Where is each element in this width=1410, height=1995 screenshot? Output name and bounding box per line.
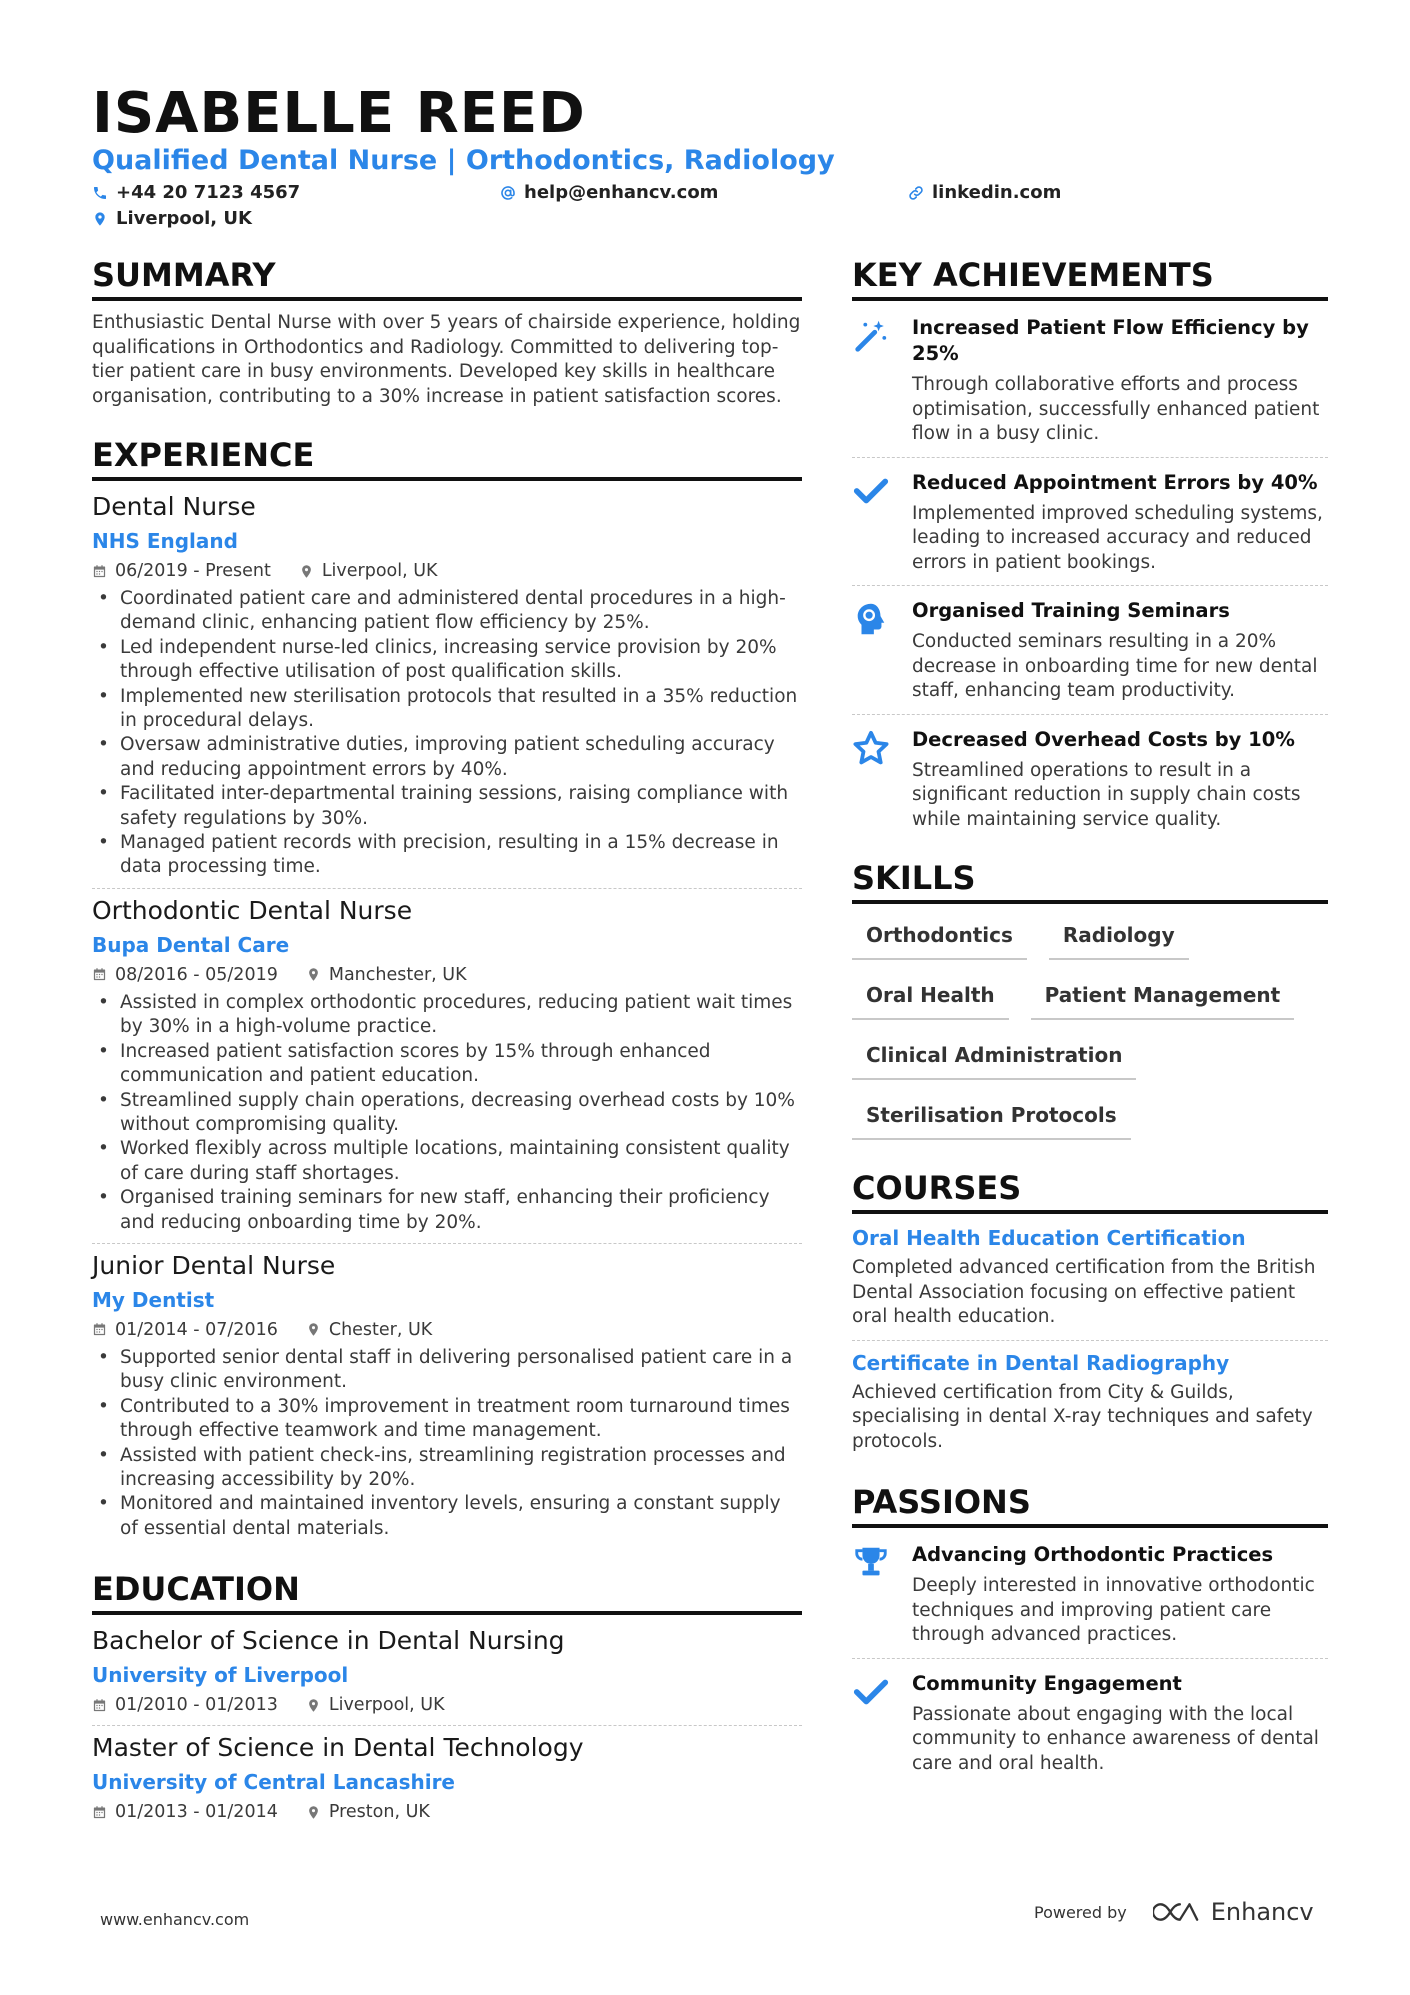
job-dates: 01/2014 - 07/2016 bbox=[92, 1318, 278, 1342]
contact-location bbox=[92, 207, 252, 231]
job-title: Orthodontic Dental Nurse bbox=[92, 895, 413, 925]
course-text: Completed advanced certification from the British Dental Association focusing on effective patient oral health education. bbox=[852, 1257, 1316, 1327]
phone-text: +44 20 7123 4567 bbox=[116, 182, 301, 203]
course-item bbox=[852, 1224, 1328, 1330]
location-pin-icon bbox=[299, 564, 314, 579]
list-item: • Worked flexibly across multiple locations, maintaining consistent quality of care during staff shortages. bbox=[92, 1137, 802, 1186]
company-name: Bupa Dental Care bbox=[92, 932, 290, 957]
list-item: • Supported senior dental staff in delivering personalised patient care in a busy clinic environment. bbox=[92, 1346, 802, 1395]
achievement-item bbox=[852, 466, 1328, 576]
achievement-text: Through collaborative efforts and process optimisation, successfully enhanced patient flow in a busy clinic. bbox=[912, 374, 1320, 444]
education-location: Liverpool, UK bbox=[306, 1693, 445, 1717]
education-entry bbox=[92, 1625, 802, 1717]
skill-tag: Orthodontics bbox=[852, 914, 1027, 960]
job-bullets bbox=[92, 991, 802, 1235]
job-title: Junior Dental Nurse bbox=[92, 1250, 336, 1280]
education-dates: 01/2010 - 01/2013 bbox=[92, 1693, 278, 1717]
passions-section bbox=[852, 1482, 1328, 1776]
course-item bbox=[852, 1349, 1328, 1455]
course-text: Achieved certification from City & Guilds, specialising in dental X-ray techniques and safety protocols. bbox=[852, 1381, 1313, 1452]
skills-list bbox=[852, 914, 1328, 1154]
education-heading: EDUCATION bbox=[92, 1569, 802, 1615]
skill-tag: Sterilisation Protocols bbox=[852, 1094, 1131, 1140]
passion-title: Advancing Orthodontic Practices bbox=[912, 1543, 1274, 1566]
experience-entry bbox=[92, 895, 802, 1235]
location-pin-icon bbox=[306, 1805, 321, 1820]
list-item: • Facilitated inter-departmental training sessions, raising compliance with safety regulations by 30%. bbox=[92, 782, 802, 831]
school-name: University of Liverpool bbox=[92, 1663, 349, 1688]
degree-title: Bachelor of Science in Dental Nursing bbox=[92, 1626, 565, 1656]
courses-section bbox=[852, 1168, 1328, 1454]
education-dates: 01/2013 - 01/2014 bbox=[92, 1800, 278, 1824]
divider bbox=[852, 1658, 1328, 1659]
passions-heading: PASSIONS bbox=[852, 1482, 1328, 1528]
list-item: • Led independent nurse-led clinics, increasing service provision by 20% through effective utilisation of post qualification skills. bbox=[92, 636, 802, 685]
courses-heading: COURSES bbox=[852, 1168, 1328, 1214]
list-item: • Increased patient satisfaction scores by 15% through enhanced communication and patient education. bbox=[92, 1040, 802, 1089]
list-item: • Implemented new sterilisation protocols that resulted in a 35% reduction in procedural delays. bbox=[92, 685, 802, 734]
divider bbox=[92, 1243, 802, 1244]
powered-by-label: Powered by bbox=[1034, 1902, 1127, 1922]
divider bbox=[852, 714, 1328, 715]
passion-title: Community Engagement bbox=[912, 1671, 1182, 1695]
education-section bbox=[92, 1569, 802, 1824]
email-text: help@enhancv.com bbox=[524, 182, 719, 203]
phone-icon bbox=[92, 185, 108, 201]
skill-tag: Patient Management bbox=[1031, 974, 1295, 1020]
checkmark-icon bbox=[852, 1673, 890, 1711]
company-name: NHS England bbox=[92, 529, 238, 553]
education-meta bbox=[92, 1800, 802, 1824]
skills-heading: SKILLS bbox=[852, 858, 1328, 904]
left-column bbox=[92, 255, 802, 1824]
achievement-item bbox=[852, 723, 1328, 833]
divider bbox=[852, 457, 1328, 458]
divider bbox=[92, 1725, 802, 1726]
job-location: Liverpool, UK bbox=[299, 559, 438, 583]
achievement-title: Organised Training Seminars bbox=[912, 599, 1230, 622]
list-item: • Coordinated patient care and administered dental procedures in a high-demand clinic, enhancing patient flow efficiency by 25%. bbox=[92, 587, 802, 636]
calendar-icon bbox=[92, 564, 107, 579]
course-title: Certificate in Dental Radiography bbox=[852, 1350, 1230, 1375]
job-location: Manchester, UK bbox=[306, 963, 467, 987]
passion-text: Passionate about engaging with the local community to enhance awareness of dental care and oral health. bbox=[912, 1703, 1319, 1774]
calendar-icon bbox=[92, 1698, 107, 1713]
experience-entry bbox=[92, 491, 802, 880]
achievement-title: Reduced Appointment Errors by 40% bbox=[912, 470, 1318, 494]
summary-text: Enthusiastic Dental Nurse with over 5 years of chairside experience, holding qualifications in Orthodontics and Radiology. Committed to delivering top-tier patient care in busy environments. Developed key skills in healthcare organisation, contributing to a 30% increase in patient satisfaction scores. bbox=[92, 312, 801, 407]
passion-text: Deeply interested in innovative orthodontic techniques and improving patient care through advanced practices. bbox=[912, 1575, 1315, 1645]
checkmark-icon bbox=[852, 472, 890, 510]
star-icon bbox=[852, 729, 890, 767]
list-item: • Oversaw administrative duties, improving patient scheduling accuracy and reducing appointment errors by 40%. bbox=[92, 733, 802, 782]
linkedin-text: linkedin.com bbox=[932, 182, 1062, 203]
achievement-text: Streamlined operations to result in a significant reduction in supply chain costs while maintaining service quality. bbox=[912, 759, 1301, 830]
calendar-icon bbox=[92, 967, 107, 982]
location-pin-icon bbox=[306, 967, 321, 982]
contact-phone[interactable] bbox=[92, 181, 300, 205]
at-icon bbox=[500, 185, 516, 201]
brand-logo[interactable] bbox=[1153, 1898, 1314, 1926]
achievements-heading: KEY ACHIEVEMENTS bbox=[852, 255, 1328, 301]
head-brain-icon bbox=[852, 600, 890, 638]
skills-section bbox=[852, 858, 1328, 1154]
footer-website[interactable]: www.enhancv.com bbox=[100, 1910, 250, 1929]
divider bbox=[92, 888, 802, 889]
list-item: • Contributed to a 30% improvement in treatment room turnaround times through effective teamwork and time management. bbox=[92, 1395, 802, 1444]
achievement-title: Decreased Overhead Costs by 10% bbox=[912, 727, 1295, 751]
passion-item bbox=[852, 1538, 1328, 1648]
location-pin-icon bbox=[306, 1322, 321, 1337]
candidate-subtitle: Qualified Dental Nurse | Orthodontics, Radiology bbox=[92, 145, 835, 176]
list-item: • Assisted with patient check-ins, streamlining registration processes and increasing accessibility by 20%. bbox=[92, 1444, 802, 1493]
trophy-icon bbox=[852, 1544, 890, 1582]
list-item: • Monitored and maintained inventory levels, ensuring a constant supply of essential dental materials. bbox=[92, 1492, 802, 1541]
experience-entry bbox=[92, 1250, 802, 1541]
job-meta bbox=[92, 963, 802, 987]
job-location: Chester, UK bbox=[306, 1318, 432, 1342]
summary-heading: SUMMARY bbox=[92, 255, 802, 301]
brand-name: Enhancv bbox=[1210, 1898, 1314, 1926]
list-item: • Assisted in complex orthodontic procedures, reducing patient wait times by 30% in a high-volume practice. bbox=[92, 991, 802, 1040]
job-meta bbox=[92, 1318, 802, 1342]
company-name: My Dentist bbox=[92, 1287, 215, 1312]
right-column bbox=[852, 255, 1328, 1776]
job-dates: 08/2016 - 05/2019 bbox=[92, 963, 278, 987]
skill-tag: Oral Health bbox=[852, 974, 1009, 1020]
link-icon bbox=[908, 185, 924, 201]
location-text: Liverpool, UK bbox=[116, 208, 252, 229]
job-title: Dental Nurse bbox=[92, 492, 256, 521]
summary-section bbox=[92, 255, 802, 409]
calendar-icon bbox=[92, 1322, 107, 1337]
education-entry bbox=[92, 1732, 802, 1824]
magic-wand-icon bbox=[852, 317, 890, 355]
list-item: • Streamlined supply chain operations, decreasing overhead costs by 10% without compromising quality. bbox=[92, 1089, 802, 1138]
skill-tag: Clinical Administration bbox=[852, 1034, 1136, 1080]
list-item: • Organised training seminars for new staff, enhancing their proficiency and reducing onboarding time by 20%. bbox=[92, 1186, 802, 1235]
job-meta bbox=[92, 559, 802, 583]
school-name: University of Central Lancashire bbox=[92, 1770, 455, 1795]
achievements-section bbox=[852, 255, 1328, 832]
degree-title: Master of Science in Dental Technology bbox=[92, 1733, 584, 1763]
course-title: Oral Health Education Certification bbox=[852, 1226, 1246, 1250]
location-pin-icon bbox=[92, 211, 108, 227]
contact-email[interactable] bbox=[500, 181, 718, 205]
experience-section bbox=[92, 435, 802, 1541]
divider bbox=[852, 585, 1328, 586]
contact-linkedin[interactable] bbox=[908, 181, 1061, 205]
education-meta bbox=[92, 1693, 802, 1717]
skill-tag: Radiology bbox=[1049, 914, 1189, 960]
experience-heading: EXPERIENCE bbox=[92, 435, 802, 481]
achievement-item bbox=[852, 594, 1328, 704]
passion-item bbox=[852, 1667, 1328, 1777]
list-item: • Managed patient records with precision, resulting in a 15% decrease in data processing time. bbox=[92, 831, 802, 880]
calendar-icon bbox=[92, 1805, 107, 1820]
achievement-text: Implemented improved scheduling systems, leading to increased accuracy and reduced errors in patient bookings. bbox=[912, 502, 1323, 573]
candidate-name: ISABELLE REED bbox=[92, 81, 586, 146]
job-dates: 06/2019 - Present bbox=[92, 559, 271, 583]
education-location: Preston, UK bbox=[306, 1800, 430, 1824]
achievement-title: Increased Patient Flow Efficiency by 25% bbox=[912, 316, 1309, 365]
achievement-item bbox=[852, 311, 1328, 447]
job-bullets bbox=[92, 1346, 802, 1541]
location-pin-icon bbox=[306, 1698, 321, 1713]
job-bullets bbox=[92, 587, 802, 880]
achievement-text: Conducted seminars resulting in a 20% decrease in onboarding time for new dental staff, enhancing team productivity. bbox=[912, 631, 1318, 701]
divider bbox=[852, 1340, 1328, 1341]
footer-branding bbox=[1034, 1898, 1314, 1926]
enhancv-logo-icon bbox=[1153, 1899, 1201, 1925]
